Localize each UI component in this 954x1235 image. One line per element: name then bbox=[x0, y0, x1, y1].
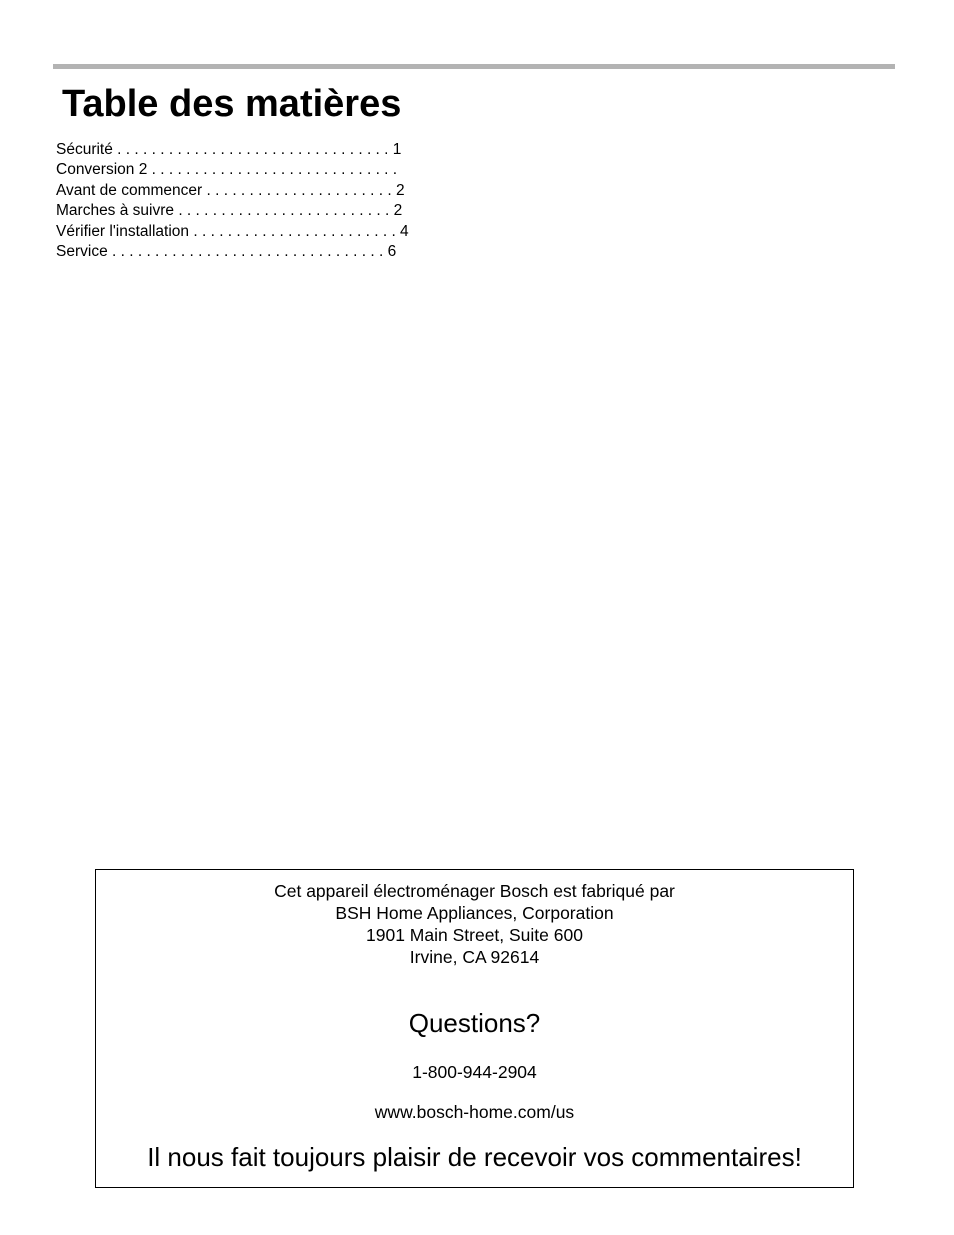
address-line: BSH Home Appliances, Corporation bbox=[335, 903, 614, 923]
manufacturer-address bbox=[96, 880, 853, 968]
toc-entry-conversion[interactable]: Conversion 2 . . . . . . . . . . . . . . . . . . . . . . . . . . . . . bbox=[56, 161, 398, 179]
address-line: Irvine, CA 92614 bbox=[409, 947, 540, 967]
closing-message: Il nous fait toujours plaisir de recevoir vos commentaires! bbox=[147, 1142, 802, 1172]
toc-entry-avant-de-commencer[interactable]: Avant de commencer . . . . . . . . . . . . . . . . . . . . . . 2 bbox=[56, 181, 405, 199]
toc-entry-securite[interactable]: Sécurité . . . . . . . . . . . . . . . . . . . . . . . . . . . . . . . . 1 bbox=[56, 141, 402, 158]
address-line: Cet appareil électroménager Bosch est fabriqué par bbox=[274, 881, 675, 901]
toc-entry-marches-a-suivre[interactable]: Marches à suivre . . . . . . . . . . . . . . . . . . . . . . . . . 2 bbox=[56, 202, 403, 220]
website-link[interactable]: www.bosch-home.com/us bbox=[374, 1102, 575, 1122]
page-title: Table des matières bbox=[62, 83, 402, 125]
questions-heading: Questions? bbox=[408, 1008, 541, 1038]
phone-number: 1-800-944-2904 bbox=[412, 1062, 537, 1082]
top-divider bbox=[53, 64, 895, 69]
toc-entry-verifier-installation[interactable]: Vérifier l'installation . . . . . . . . . . . . . . . . . . . . . . . . 4 bbox=[56, 222, 409, 240]
table-of-contents bbox=[56, 140, 450, 262]
toc-entry-service[interactable]: Service . . . . . . . . . . . . . . . . . . . . . . . . . . . . . . . . 6 bbox=[56, 242, 397, 260]
address-line: 1901 Main Street, Suite 600 bbox=[366, 925, 583, 945]
contact-info-box bbox=[95, 869, 854, 1188]
